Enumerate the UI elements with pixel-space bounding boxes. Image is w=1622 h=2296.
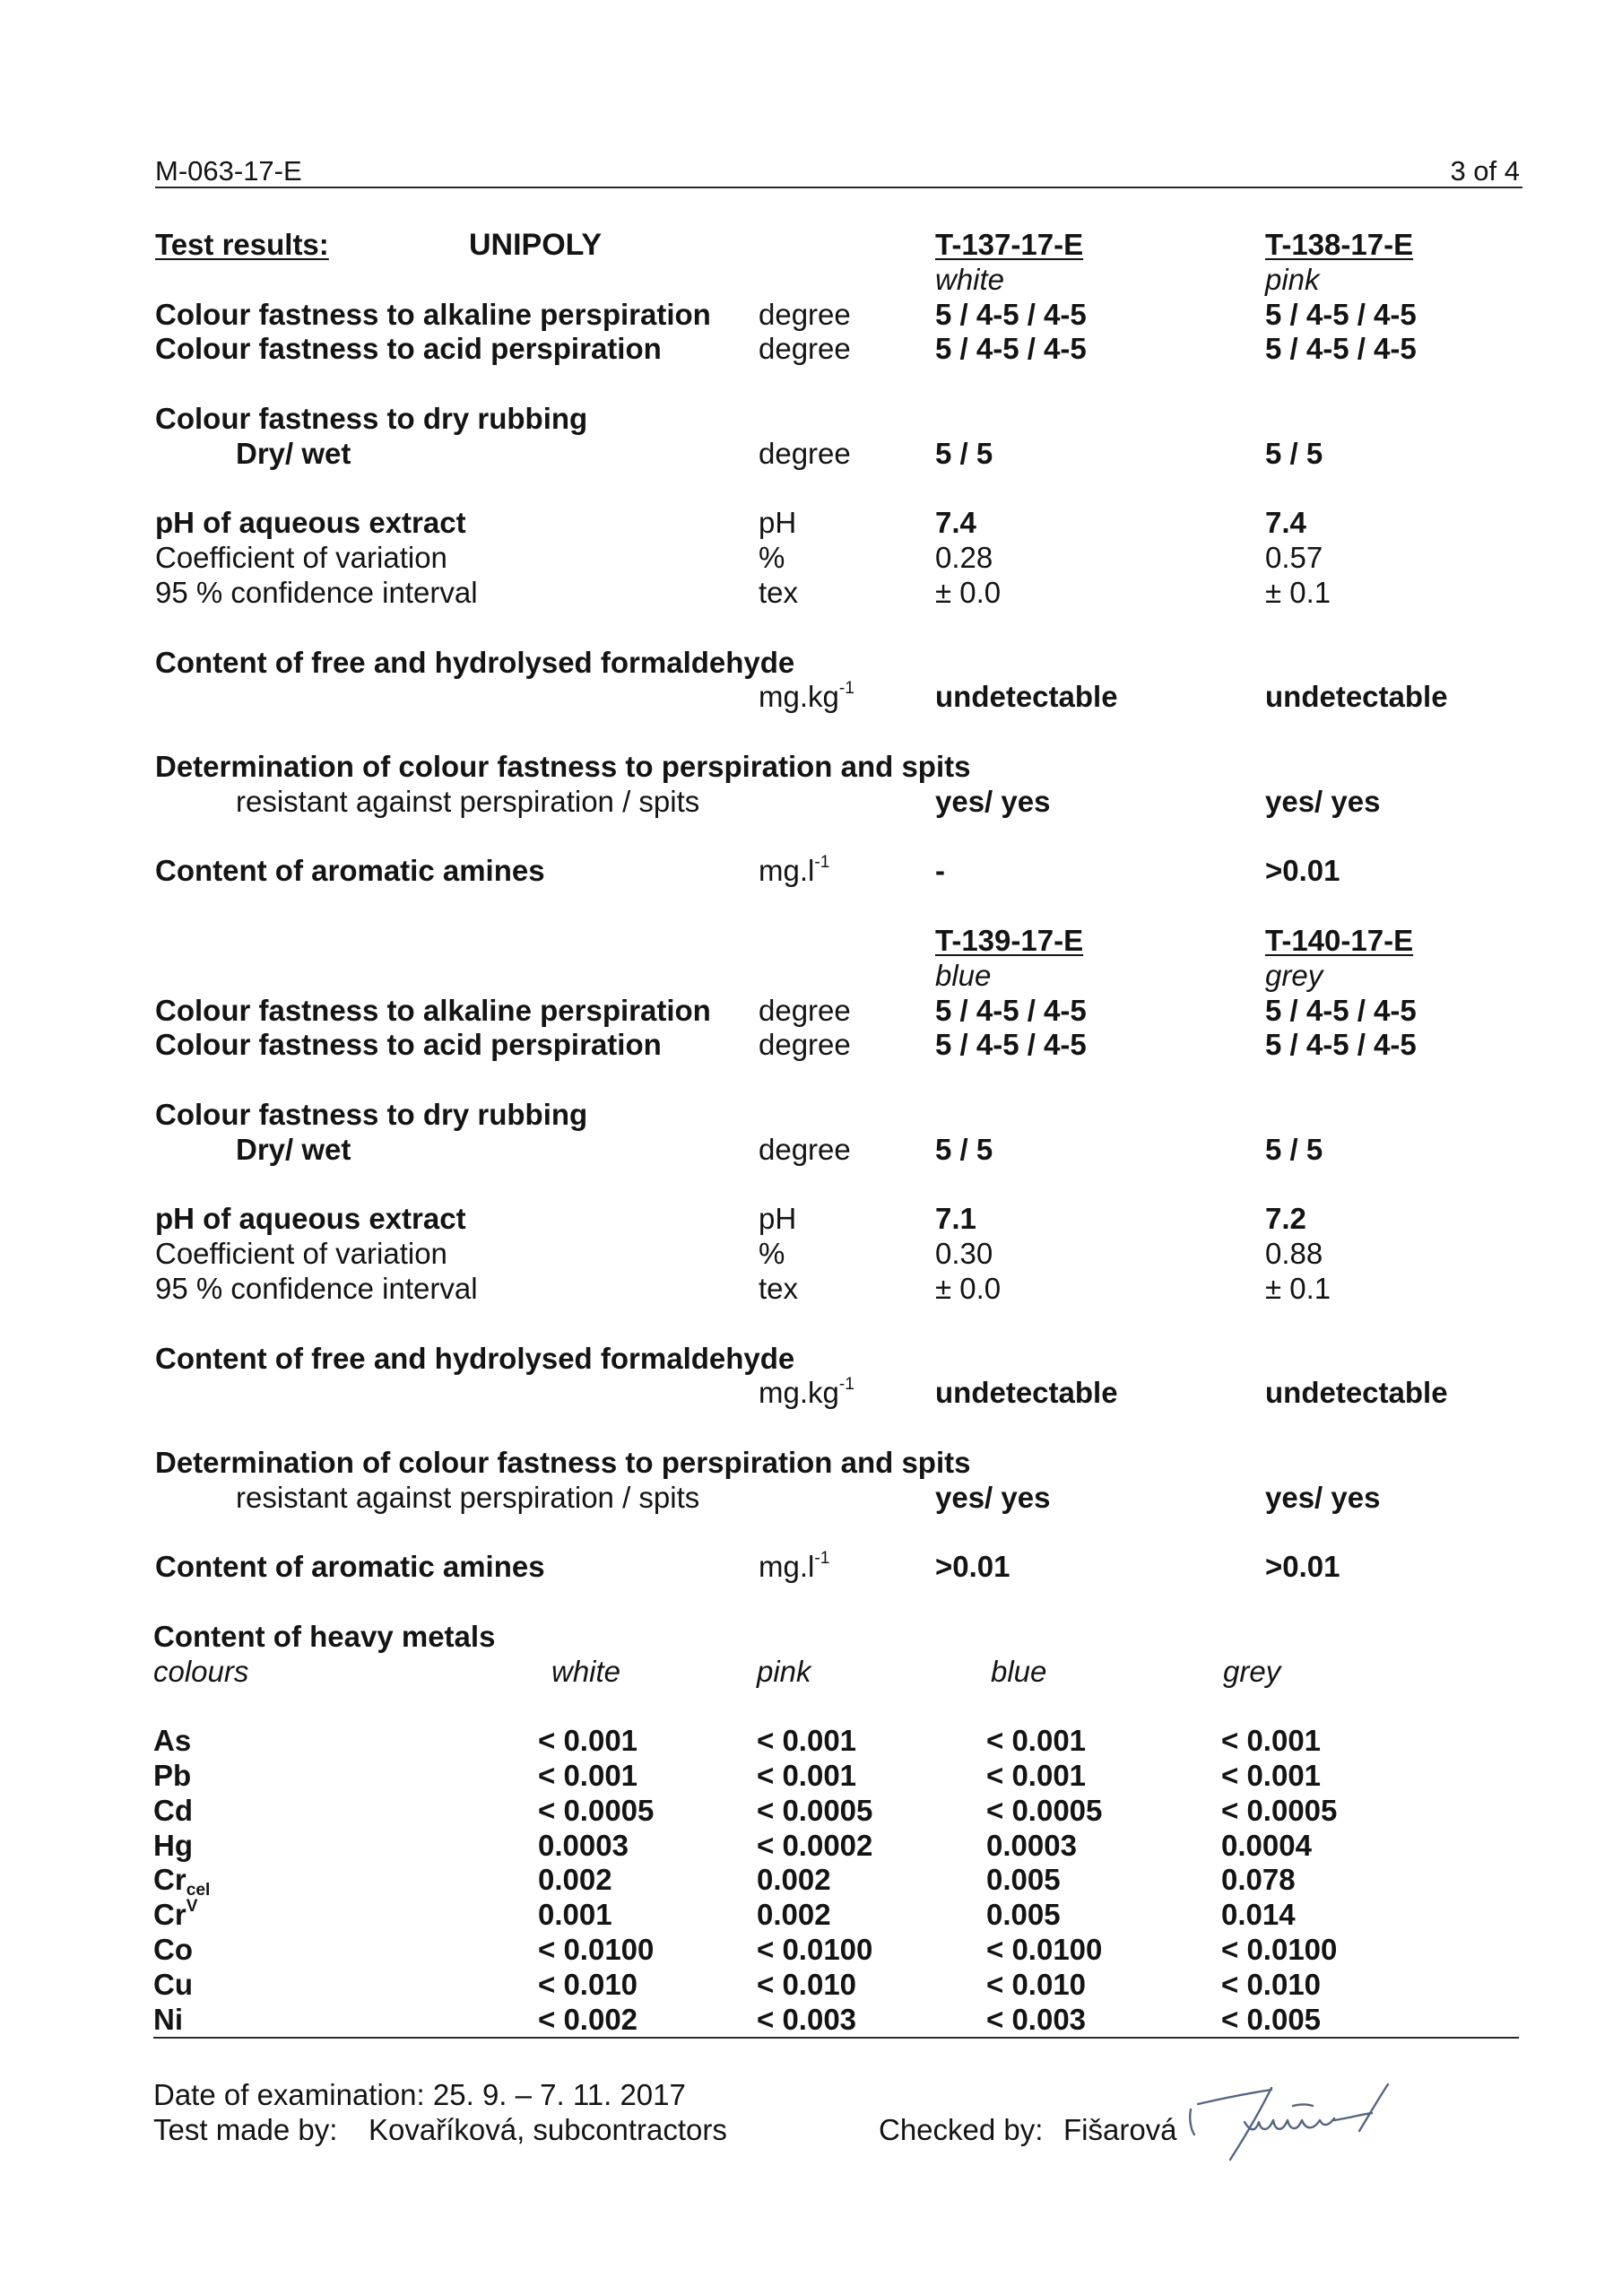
- colour-header: grey: [1223, 1654, 1281, 1688]
- element-symbol: Ni: [153, 2002, 183, 2036]
- sample-colour: white: [935, 262, 1005, 296]
- row-value: yes/ yes: [1265, 1480, 1381, 1514]
- colour-header: white: [551, 1654, 621, 1688]
- ph-row: [0, 506, 1622, 541]
- metal-value: < 0.0005: [986, 1793, 1103, 1827]
- ph-row: [0, 1202, 1622, 1237]
- row-unit: degree: [759, 1028, 851, 1062]
- row-unit: tex: [759, 575, 799, 609]
- aromatic-amines-row: [0, 854, 1622, 889]
- metal-value: < 0.0005: [1221, 1793, 1338, 1827]
- metal-value: < 0.0005: [538, 1793, 655, 1827]
- heavy-metal-row: [0, 1759, 1622, 1794]
- metal-value: 0.005: [986, 1898, 1061, 1932]
- formaldehyde-row: [0, 680, 1622, 715]
- row-label: Coefficient of variation: [155, 1237, 447, 1271]
- page-number: 3 of 4: [1450, 155, 1520, 187]
- element-subscript: cel: [186, 1881, 211, 1900]
- row-value: 5 / 4-5 / 4-5: [1265, 332, 1417, 366]
- examination-date-label: Date of examination:: [153, 2078, 425, 2111]
- row-label: 95 % confidence interval: [155, 1271, 478, 1305]
- row-label: Colour fastness to acid perspiration: [155, 1028, 662, 1062]
- dry-rubbing-row: [0, 437, 1622, 472]
- row-unit: [759, 1376, 854, 1411]
- unit-text: mg.l: [759, 1550, 815, 1584]
- element-symbol: Cd: [153, 1793, 193, 1827]
- metal-value: 0.078: [1221, 1863, 1296, 1897]
- row-sub-label: resistant against perspiration / spits: [236, 784, 700, 818]
- examination-date-line: [153, 2077, 686, 2113]
- element-symbol: Cu: [153, 1967, 193, 2001]
- alkaline-perspiration-row: [0, 994, 1622, 1029]
- row-value: yes/ yes: [935, 784, 1051, 818]
- metal-value: < 0.0100: [538, 1933, 655, 1967]
- confidence-interval-row: [0, 1272, 1622, 1307]
- row-value: 0.57: [1265, 541, 1323, 575]
- row-unit: [759, 680, 854, 715]
- sample-colour-row: [0, 263, 1622, 298]
- test-results-label: Test results:: [155, 228, 329, 261]
- metal-value: < 0.0100: [1221, 1933, 1338, 1967]
- test-results: [0, 228, 1622, 2037]
- row-label: pH of aqueous extract: [155, 1202, 466, 1236]
- element-symbol: Hg: [153, 1828, 193, 1862]
- row-unit: %: [759, 541, 785, 575]
- element-symbol: Pb: [153, 1759, 192, 1793]
- sample-id: T-138-17-E: [1265, 228, 1414, 261]
- metal-value: 0.0004: [1221, 1828, 1312, 1862]
- row-unit: %: [759, 1237, 785, 1271]
- dry-rubbing-heading-row: [0, 402, 1622, 437]
- perspiration-spits-heading-row: [0, 1446, 1622, 1481]
- results-title-row: [0, 228, 1622, 263]
- row-value: 7.4: [1265, 506, 1306, 540]
- row-label: Content of aromatic amines: [155, 854, 545, 888]
- metal-value: 0.002: [757, 1863, 831, 1897]
- row-value: 0.30: [935, 1237, 993, 1271]
- metal-value: < 0.010: [538, 1967, 638, 2001]
- checked-by-label: Checked by:: [879, 2113, 1044, 2146]
- row-label: Content of free and hydrolysed formaldehyde: [155, 1341, 795, 1375]
- row-unit: degree: [759, 332, 851, 366]
- row-sub-label: resistant against perspiration / spits: [236, 1480, 700, 1514]
- element-superscript: V: [186, 1896, 198, 1916]
- row-value: undetectable: [935, 680, 1118, 714]
- metal-value: < 0.005: [1221, 2002, 1322, 2036]
- unit-exponent: -1: [814, 1548, 830, 1568]
- unit-text: mg.l: [759, 854, 815, 888]
- row-value: >0.01: [935, 1550, 1010, 1584]
- heavy-metal-row: [0, 1933, 1622, 1968]
- row-unit: degree: [759, 1132, 851, 1166]
- sample-id: T-139-17-E: [935, 923, 1084, 957]
- metal-value: < 0.001: [1221, 1724, 1322, 1758]
- colour-header: pink: [757, 1654, 811, 1688]
- header-rule: [155, 187, 1522, 188]
- row-value: ± 0.1: [1265, 1271, 1331, 1305]
- made-by-label: Test made by:: [153, 2113, 338, 2146]
- metal-value: < 0.010: [1221, 1967, 1322, 2001]
- row-value: undetectable: [1265, 680, 1448, 714]
- signature-stroke: [1245, 2118, 1334, 2129]
- table-bottom-rule: [153, 2037, 1519, 2039]
- row-value: 5 / 4-5 / 4-5: [1265, 297, 1417, 331]
- row-label: Colour fastness to dry rubbing: [155, 1097, 588, 1131]
- colour-header: blue: [991, 1654, 1047, 1688]
- metal-value: < 0.010: [757, 1967, 857, 2001]
- row-label: Colour fastness to alkaline perspiration: [155, 297, 711, 331]
- document-id: M-063-17-E: [155, 155, 302, 187]
- element-text: Cr: [153, 1898, 186, 1932]
- row-value: 5 / 5: [1265, 1132, 1323, 1166]
- metal-value: < 0.001: [986, 1724, 1087, 1758]
- row-label: Colour fastness to dry rubbing: [155, 401, 588, 435]
- metal-value: < 0.0100: [986, 1933, 1103, 1967]
- metal-value: 0.002: [757, 1898, 831, 1932]
- row-unit: pH: [759, 1202, 797, 1236]
- row-sub-label: Dry/ wet: [236, 436, 351, 470]
- row-value: 7.2: [1265, 1202, 1306, 1236]
- metal-value: < 0.001: [986, 1759, 1087, 1793]
- row-unit: degree: [759, 297, 851, 331]
- row-value: 7.1: [935, 1202, 976, 1236]
- perspiration-spits-row: [0, 1481, 1622, 1516]
- signature-stroke: [1190, 2109, 1194, 2135]
- perspiration-spits-heading-row: [0, 750, 1622, 785]
- unit-exponent: -1: [814, 853, 830, 873]
- row-value: ± 0.0: [935, 1271, 1002, 1305]
- alkaline-perspiration-row: [0, 298, 1622, 333]
- heavy-metal-row: [0, 1898, 1622, 1933]
- handwritten-signature: [1185, 2079, 1401, 2172]
- row-value: 5 / 5: [935, 1132, 993, 1166]
- sample-colour-row: [0, 959, 1622, 994]
- metal-value: < 0.001: [757, 1724, 857, 1758]
- row-value: 5 / 4-5 / 4-5: [1265, 993, 1417, 1027]
- metal-value: < 0.003: [757, 2002, 857, 2036]
- signature-stroke: [1230, 2088, 1271, 2160]
- colours-label: colours: [153, 1654, 249, 1688]
- sample-id-row: [0, 924, 1622, 959]
- metal-value: 0.014: [1221, 1898, 1296, 1932]
- row-value: yes/ yes: [935, 1480, 1051, 1514]
- row-value: 5 / 5: [1265, 436, 1323, 470]
- metal-value: < 0.0005: [757, 1793, 873, 1827]
- confidence-interval-row: [0, 576, 1622, 611]
- heavy-metals-heading-row: [0, 1620, 1622, 1655]
- row-label: Determination of colour fastness to perspiration and spits: [155, 1445, 971, 1479]
- row-label: pH of aqueous extract: [155, 506, 466, 540]
- row-value: 5 / 4-5 / 4-5: [1265, 1028, 1417, 1062]
- examination-date-value: 25. 9. – 7. 11. 2017: [432, 2078, 686, 2111]
- row-label: Coefficient of variation: [155, 541, 447, 575]
- heavy-metal-row: [0, 1863, 1622, 1898]
- checked-by-value: Fišarová: [1063, 2113, 1177, 2146]
- row-value: 5 / 4-5 / 4-5: [935, 332, 1087, 366]
- coefficient-of-variation-row: [0, 1237, 1622, 1272]
- metal-value: 0.001: [538, 1898, 612, 1932]
- sample-colour: pink: [1265, 262, 1320, 296]
- signature-stroke: [1359, 2084, 1388, 2131]
- metal-value: < 0.001: [1221, 1759, 1322, 1793]
- element-symbol: Co: [153, 1933, 193, 1967]
- heavy-metal-row: [0, 1968, 1622, 2003]
- row-label: Colour fastness to alkaline perspiration: [155, 993, 711, 1027]
- unit-exponent: -1: [838, 1375, 854, 1394]
- metal-value: 0.0003: [986, 1828, 1077, 1862]
- row-value: 5 / 4-5 / 4-5: [935, 993, 1087, 1027]
- row-value: >0.01: [1265, 1550, 1340, 1584]
- formaldehyde-heading-row: [0, 646, 1622, 681]
- metal-value: 0.0003: [538, 1828, 629, 1862]
- metal-value: < 0.001: [757, 1759, 857, 1793]
- row-value: ± 0.1: [1265, 575, 1331, 609]
- row-value: 0.88: [1265, 1237, 1323, 1271]
- dry-rubbing-row: [0, 1133, 1622, 1168]
- heavy-metals-colour-header: [0, 1655, 1622, 1690]
- dry-rubbing-heading-row: [0, 1098, 1622, 1133]
- signature-stroke: [1198, 2090, 1271, 2104]
- row-unit: tex: [759, 1271, 799, 1305]
- metal-value: < 0.002: [538, 2002, 638, 2036]
- row-value: -: [935, 854, 945, 888]
- row-label: Content of aromatic amines: [155, 1550, 545, 1584]
- metal-value: < 0.010: [986, 1967, 1087, 2001]
- sample-colour: blue: [935, 958, 992, 992]
- row-sub-label: Dry/ wet: [236, 1132, 351, 1166]
- heavy-metal-row: [0, 1724, 1622, 1759]
- row-label: Colour fastness to acid perspiration: [155, 332, 662, 366]
- row-value: undetectable: [935, 1376, 1118, 1410]
- metal-value: 0.002: [538, 1863, 612, 1897]
- row-value: >0.01: [1265, 854, 1340, 888]
- heavy-metal-row: [0, 2003, 1622, 2038]
- metal-value: 0.005: [986, 1863, 1061, 1897]
- unit-text: mg.kg: [759, 680, 839, 714]
- row-unit: degree: [759, 436, 851, 470]
- formaldehyde-heading-row: [0, 1342, 1622, 1377]
- element-symbol: [153, 1898, 197, 1933]
- metal-value: < 0.001: [538, 1759, 638, 1793]
- acid-perspiration-row: [0, 332, 1622, 367]
- row-unit: [759, 854, 829, 889]
- aromatic-amines-row: [0, 1550, 1622, 1585]
- unit-exponent: -1: [838, 679, 854, 699]
- element-text: Cr: [153, 1863, 186, 1897]
- row-label: 95 % confidence interval: [155, 575, 478, 609]
- heavy-metal-row: [0, 1829, 1622, 1864]
- metal-value: < 0.003: [986, 2002, 1087, 2036]
- row-value: yes/ yes: [1265, 784, 1381, 818]
- row-value: 5 / 4-5 / 4-5: [935, 1028, 1087, 1062]
- row-value: 5 / 5: [935, 436, 993, 470]
- row-value: ± 0.0: [935, 575, 1002, 609]
- row-unit: pH: [759, 506, 797, 540]
- element-symbol: As: [153, 1724, 192, 1758]
- element-symbol: [153, 1863, 210, 1898]
- sample-colour: grey: [1265, 958, 1323, 992]
- row-unit: degree: [759, 993, 851, 1027]
- heavy-metals-title: Content of heavy metals: [153, 1619, 496, 1653]
- row-value: undetectable: [1265, 1376, 1448, 1410]
- made-by-value: Kovaříková, subcontractors: [369, 2113, 727, 2146]
- row-value: 5 / 4-5 / 4-5: [935, 297, 1087, 331]
- acid-perspiration-row: [0, 1028, 1622, 1063]
- coefficient-of-variation-row: [0, 541, 1622, 576]
- row-label: Content of free and hydrolysed formaldehyde: [155, 645, 795, 679]
- row-unit: [759, 1550, 829, 1585]
- sample-id: T-137-17-E: [935, 228, 1084, 261]
- row-label: Determination of colour fastness to perspiration and spits: [155, 749, 971, 783]
- unit-text: mg.kg: [759, 1376, 839, 1410]
- perspiration-spits-row: [0, 785, 1622, 820]
- product-name: UNIPOLY: [469, 228, 603, 262]
- heavy-metal-row: [0, 1794, 1622, 1829]
- formaldehyde-row: [0, 1376, 1622, 1411]
- row-value: 0.28: [935, 541, 993, 575]
- row-value: 7.4: [935, 506, 976, 540]
- metal-value: < 0.001: [538, 1724, 638, 1758]
- sample-id: T-140-17-E: [1265, 923, 1414, 957]
- metal-value: < 0.0002: [757, 1828, 873, 1862]
- metal-value: < 0.0100: [757, 1933, 873, 1967]
- signature-stroke: [1293, 2105, 1313, 2107]
